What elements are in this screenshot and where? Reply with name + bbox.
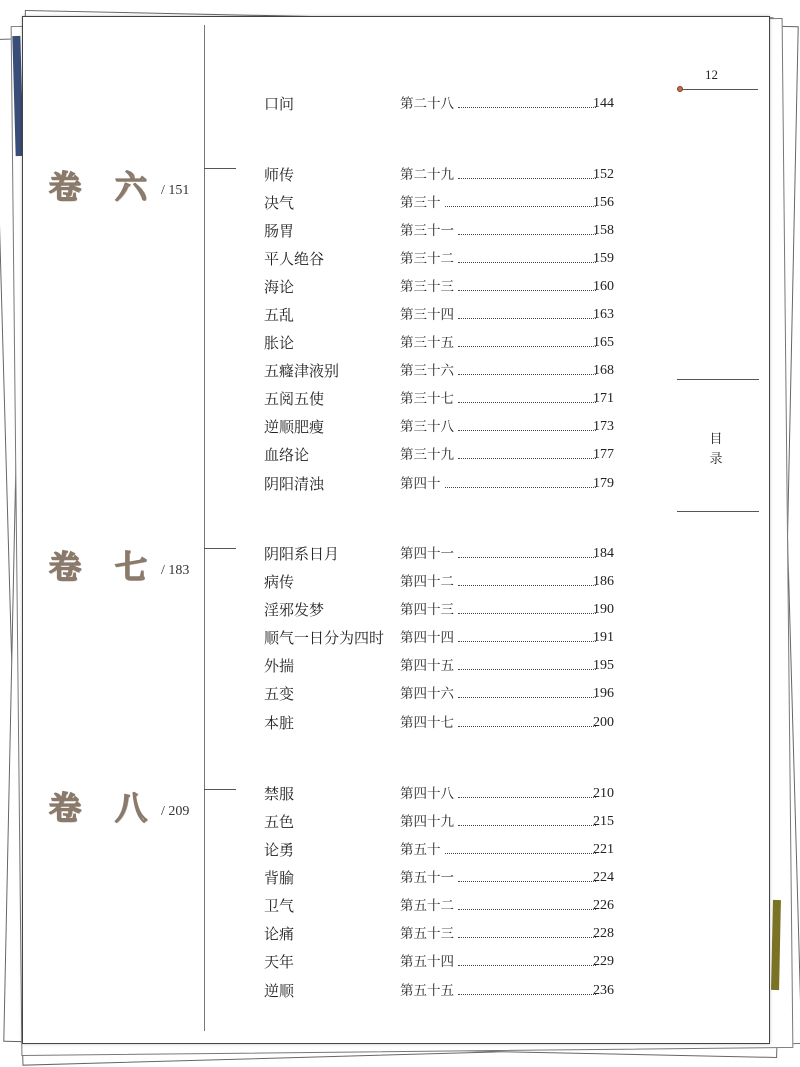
entry-chapter: 第三十一 — [400, 223, 454, 239]
entry-title: 肠胃 — [264, 222, 295, 240]
leader-dots — [458, 557, 596, 558]
leader-dots — [458, 346, 596, 347]
entry-title: 淫邪发梦 — [264, 601, 325, 619]
leader-dots — [458, 965, 596, 966]
entry-title: 五乱 — [264, 306, 295, 324]
juan-number: 七 — [115, 548, 148, 586]
toc-entry[interactable] — [264, 165, 624, 185]
toc-page — [22, 16, 770, 1044]
entry-title: 逆顺 — [264, 982, 295, 1000]
juan-heading — [49, 167, 209, 217]
toc-entry[interactable] — [264, 389, 624, 409]
juan-number: 八 — [115, 789, 148, 827]
entry-page: 186 — [593, 574, 614, 589]
toc-entry[interactable] — [264, 628, 624, 648]
entry-chapter: 第三十八 — [400, 419, 454, 435]
entry-chapter: 第四十 — [400, 476, 441, 492]
toc-entry[interactable] — [264, 981, 624, 1001]
entry-chapter: 第三十六 — [400, 363, 454, 379]
entry-title: 决气 — [264, 194, 295, 212]
leader-dots — [458, 290, 596, 291]
leader-dots — [458, 585, 596, 586]
toc-entry[interactable] — [264, 277, 624, 297]
toc-entry[interactable] — [264, 249, 624, 269]
juan-number: 六 — [115, 168, 148, 206]
toc-entry[interactable] — [264, 784, 624, 804]
toc-entry[interactable] — [264, 445, 624, 465]
entry-page: 156 — [593, 195, 614, 210]
entry-chapter: 第三十九 — [400, 447, 454, 463]
entry-title: 五色 — [264, 813, 295, 831]
toc-entry[interactable] — [264, 544, 624, 564]
entry-chapter: 第三十五 — [400, 335, 454, 351]
entry-page: 173 — [593, 419, 614, 434]
entry-page: 224 — [593, 870, 614, 885]
entry-title: 五癃津液别 — [264, 362, 340, 380]
entry-page: 215 — [593, 814, 614, 829]
entry-chapter: 第二十八 — [400, 96, 454, 112]
entry-page: 177 — [593, 447, 614, 462]
entry-title: 五阅五使 — [264, 390, 325, 408]
juan-page: / 151 — [161, 183, 190, 198]
toc-entry[interactable] — [264, 868, 624, 888]
entry-title: 胀论 — [264, 334, 295, 352]
entry-title: 阴阳系日月 — [264, 545, 340, 563]
leader-dots — [458, 937, 596, 938]
entry-chapter: 第三十二 — [400, 251, 454, 267]
entry-chapter: 第五十二 — [400, 898, 454, 914]
leader-dots — [458, 881, 596, 882]
toc-entry[interactable] — [264, 305, 624, 325]
toc-entry[interactable] — [264, 684, 624, 704]
toc-entry[interactable] — [264, 572, 624, 592]
entry-page: 163 — [593, 307, 614, 322]
toc-entry[interactable] — [264, 193, 624, 213]
entry-page: 184 — [593, 546, 614, 561]
entry-page: 152 — [593, 167, 614, 182]
entry-title: 顺气一日分为四时 — [264, 629, 385, 647]
entry-page: 171 — [593, 391, 614, 406]
entry-page: 229 — [593, 954, 614, 969]
juan-page: / 209 — [161, 804, 190, 819]
toc-entry[interactable] — [264, 924, 624, 944]
page-number-rule — [680, 89, 758, 90]
entry-title: 背腧 — [264, 869, 295, 887]
entry-page: 160 — [593, 279, 614, 294]
leader-dots — [458, 374, 596, 375]
entry-chapter: 第四十一 — [400, 546, 454, 562]
juan-heading — [49, 788, 209, 838]
entry-page: 191 — [593, 630, 614, 645]
section-rule-bottom — [677, 511, 759, 512]
entry-title: 平人绝谷 — [264, 250, 325, 268]
juan-char: 卷 — [49, 168, 82, 206]
toc-entry[interactable] — [264, 417, 624, 437]
toc-entry[interactable] — [264, 656, 624, 676]
juan-heading — [49, 547, 209, 597]
entry-chapter: 第四十六 — [400, 686, 454, 702]
entry-chapter: 第五十三 — [400, 926, 454, 942]
entry-page: 190 — [593, 602, 614, 617]
entry-page: 168 — [593, 363, 614, 378]
toc-entry[interactable] — [264, 221, 624, 241]
section-mark-char: 录 — [709, 452, 723, 467]
toc-entry[interactable] — [264, 896, 624, 916]
entry-title: 病传 — [264, 573, 295, 591]
leader-dots — [445, 487, 596, 488]
entry-chapter: 第四十二 — [400, 574, 454, 590]
entry-page: 196 — [593, 686, 614, 701]
toc-entry[interactable] — [264, 840, 624, 860]
entry-page: 165 — [593, 335, 614, 350]
entry-chapter: 第五十 — [400, 842, 441, 858]
entry-chapter: 第三十 — [400, 195, 441, 211]
entry-title: 卫气 — [264, 897, 295, 915]
juan-char: 卷 — [49, 789, 82, 827]
entry-title: 海论 — [264, 278, 295, 296]
leader-dots — [458, 726, 596, 727]
entry-title: 口问 — [264, 95, 295, 113]
entry-page: 159 — [593, 251, 614, 266]
leader-dots — [458, 234, 596, 235]
leader-dots — [458, 909, 596, 910]
leader-dots — [445, 206, 596, 207]
toc-entry[interactable] — [264, 333, 624, 353]
toc-entry[interactable] — [264, 713, 624, 733]
leader-dots — [458, 669, 596, 670]
entry-title: 师传 — [264, 166, 295, 184]
entry-chapter: 第四十九 — [400, 814, 454, 830]
entry-title: 外揣 — [264, 657, 295, 675]
entry-title: 论痛 — [264, 925, 295, 943]
entry-title: 阴阳清浊 — [264, 475, 325, 493]
entry-page: 210 — [593, 786, 614, 801]
leader-dots — [458, 825, 596, 826]
leader-dots — [458, 613, 596, 614]
leader-dots — [458, 641, 596, 642]
entry-page: 236 — [593, 983, 614, 998]
leader-dots — [458, 318, 596, 319]
leader-dots — [458, 797, 596, 798]
entry-page: 226 — [593, 898, 614, 913]
section-mark — [706, 430, 726, 470]
entry-chapter: 第四十七 — [400, 715, 454, 731]
entry-chapter: 第四十八 — [400, 786, 454, 802]
entry-title: 天年 — [264, 953, 295, 971]
entry-page: 200 — [593, 715, 614, 730]
toc-entry[interactable] — [264, 812, 624, 832]
leader-dots — [458, 994, 596, 995]
toc-entry[interactable] — [264, 361, 624, 381]
entry-page: 144 — [593, 96, 614, 111]
entry-chapter: 第五十五 — [400, 983, 454, 999]
entry-title: 禁服 — [264, 785, 295, 803]
leader-dots — [458, 402, 596, 403]
entry-chapter: 第四十四 — [400, 630, 454, 646]
leader-dots — [445, 853, 596, 854]
section-mark-char: 目 — [709, 432, 723, 447]
entry-chapter: 第三十三 — [400, 279, 454, 295]
entry-chapter: 第三十七 — [400, 391, 454, 407]
leader-dots — [458, 107, 596, 108]
toc-entry[interactable] — [264, 952, 624, 972]
entry-chapter: 第五十四 — [400, 954, 454, 970]
bullet-dot-icon — [677, 86, 683, 92]
entry-title: 逆顺肥瘦 — [264, 418, 325, 436]
leader-dots — [458, 178, 596, 179]
entry-title: 论勇 — [264, 841, 295, 859]
toc-entry[interactable] — [264, 474, 624, 494]
juan-page: / 183 — [161, 563, 190, 578]
entry-page: 228 — [593, 926, 614, 941]
entry-title: 血络论 — [264, 446, 310, 464]
entry-chapter: 第四十五 — [400, 658, 454, 674]
leader-dots — [458, 262, 596, 263]
entry-chapter: 第四十三 — [400, 602, 454, 618]
leader-dots — [458, 697, 596, 698]
entry-title: 五变 — [264, 685, 295, 703]
toc-entry[interactable] — [264, 94, 624, 114]
entry-page: 195 — [593, 658, 614, 673]
entry-page: 221 — [593, 842, 614, 857]
entry-chapter: 第五十一 — [400, 870, 454, 886]
juan-char: 卷 — [49, 548, 82, 586]
entry-page: 179 — [593, 476, 614, 491]
leader-dots — [458, 458, 596, 459]
page-number: 12 — [705, 67, 718, 82]
toc-entry[interactable] — [264, 600, 624, 620]
leader-dots — [458, 430, 596, 431]
entry-chapter: 第二十九 — [400, 167, 454, 183]
section-rule-top — [677, 379, 759, 380]
entry-page: 158 — [593, 223, 614, 238]
entry-title: 本脏 — [264, 714, 295, 732]
entry-chapter: 第三十四 — [400, 307, 454, 323]
